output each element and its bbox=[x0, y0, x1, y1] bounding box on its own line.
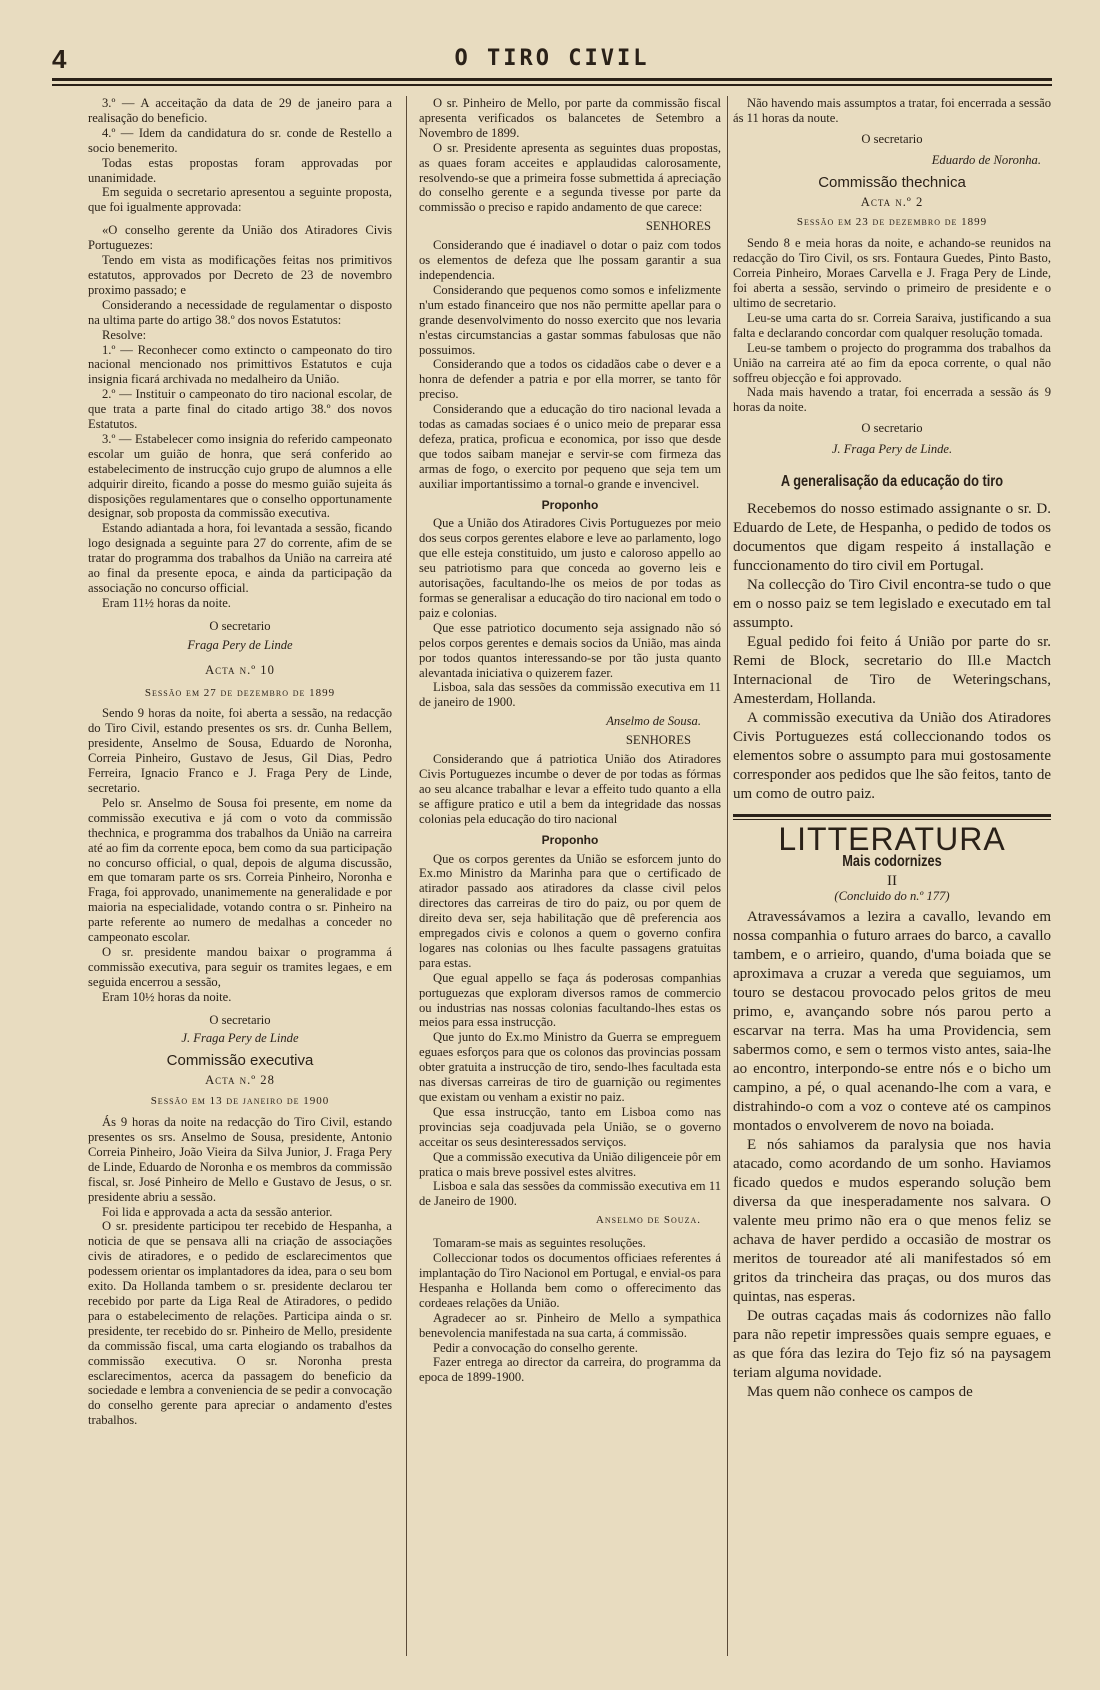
paragraph: O sr. Pinheiro de Mello, por parte da commissão fiscal apresenta verificados os balancetes de Setembro a Novembro de 1899. bbox=[419, 96, 721, 140]
newspaper-title: O TIRO CIVIL bbox=[454, 46, 650, 71]
column-3 bbox=[733, 96, 1051, 1402]
signature-name: Anselmo de Sousa. bbox=[606, 714, 701, 729]
acta-heading: Acta n.º 2 bbox=[860, 194, 924, 209]
paragraph: E nós sahiamos da paralysia que nos havia atacado, como acordando de um sonho. Haviamos ficado quedos e mudos esperando solução bem diversa da que inesperadamente nos salvara. O valente meu primo não era o que menos feliz se achava de haver perdido a occasião de mostrar os meritos de toureador até ali manifestados só em gritos da trincheira das praças, ou dos muros das quintas, nas esperas. bbox=[733, 1136, 1051, 1305]
paragraph: Que egual appello se faça ás poderosas companhias portuguezas que exploram diversos ramos de commercio ou industrias nas nossas colonias facultando-lhes estas os meios para essa instrucção. bbox=[419, 970, 721, 1030]
paragraph: Eram 10½ horas da noite. bbox=[102, 989, 232, 1004]
paragraph: Leu-se tambem o projecto do programma dos trabalhos da União na carreira até ao fim da epoca corrente, o qual não soffreu objecção e foi approvado. bbox=[733, 340, 1051, 385]
paragraph: Tendo em vista as modificações feitas nos primitivos estatutos, approvados por Decreto de 23 de novembro proximo passado; e bbox=[88, 253, 392, 297]
acta-heading: Acta n.º 10 bbox=[205, 662, 275, 677]
paragraph: Fazer entrega ao director da carreira, do programma da epoca de 1899-1900. bbox=[419, 1355, 721, 1385]
paragraph: Egual pedido foi feito á União por parte do sr. Remi de Block, secretario do Ill.e Mactch Internacional de Tiro de Weteringschans, Amesterdam, Hollanda. bbox=[733, 633, 1051, 707]
paragraph: Que a União dos Atiradores Civis Portuguezes por meio dos seus corpos gerentes elabore e leve ao parlamento, logo que elle esteja constituido, um justo e caloroso appello ao seu patriotismo para que conceda ao governo leis e autorisações, facultando-lhe os meios de por todas as formas se generalisar a educação do tiro nacional em todo o paiz e colonias. bbox=[419, 516, 721, 620]
column-1 bbox=[88, 96, 392, 1428]
signature-title: O secretario bbox=[209, 1012, 271, 1027]
paragraph: Que os corpos gerentes da União se esforcem junto do Ex.mo Ministro da Marinha para que o certificado de atirador passado aos atiradores da classe civil pelos directores das carreiras de tiro do paiz, ou por quem de direito deva ser, seja habilitação que dê preferencia aos empregados civis e colonos a quem o governo confira logares nas colonias ou lhes faculte passagens gratuitas para estas. bbox=[419, 851, 721, 970]
paragraph: 2.º — Instituir o campeonato do tiro nacional escolar, de que trata a parte final do citado artigo 38.º dos novos Estatutos. bbox=[88, 387, 392, 432]
paragraph: Todas estas propostas foram approvadas por unanimidade. bbox=[88, 155, 392, 185]
paragraph: Que junto do Ex.mo Ministro da Guerra se empreguem eguaes esforços para que os colonos das provincias possam obter gratuita a instrucção de tiro, sendo-lhes facultada esta nas diversas carreiras de tiro de guarnição ou regimentes que existam ou venham a existir no paiz. bbox=[419, 1030, 721, 1104]
paragraph: Sendo 8 e meia horas da noite, e achando-se reunidos na redacção do Tiro Civil, os srs. Fontaura Guedes, Pinto Basto, Correia Pinheiro, Moraes Carvella e J. Fraga Pery de Linde, foi aberta a sessão, servindo o primeiro de presidente e o ultimo de secretario. bbox=[733, 236, 1051, 310]
signature-name: Fraga Pery de Linde bbox=[187, 637, 293, 652]
paragraph: Nada mais havendo a tratar, foi encerrada a sessão ás 9 horas da noite. bbox=[733, 385, 1051, 415]
paragraph: Na collecção do Tiro Civil encontra-se tudo o que em o nosso paiz se tem legislado e executado em tal assumpto. bbox=[733, 576, 1051, 631]
paragraph: O sr. presidente participou ter recebido de Hespanha, a noticia de que se pensava alli na criação de associações civis de atiradores, e o pedido de esclarecimentos que podessem orientar os implantadores da idea, para o seu bom exito. Da Hollanda tambem o sr. presidente declarou ter recebido por parte da Liga Real de Atiradores, o pedido para o estabelecimento de relações. Participa ainda o sr. presidente, ter recebido do sr. Pinheiro de Mello, presidente da commissão fiscal, uma carta elogiando os trabalhos da commissão executiva. O sr. Noronha presta esclarecimentos, acerca da passagem do beneficio da sociedade e lembra a conveniencia de se pedir a convocação do conselho gerente para apreciar o andamento d'estes trabalhos. bbox=[88, 1219, 392, 1428]
paragraph: Foi lida e approvada a acta da sessão anterior. bbox=[102, 1204, 333, 1219]
section-title: LITTERATURA bbox=[778, 820, 1006, 857]
proposal-heading: Proponho bbox=[541, 832, 599, 847]
paragraph: Estando adiantada a hora, foi levantada a sessão, ficando logo designada a seguinte para 27 do corrente, afim de se tratar do programma dos trabalhos da União na carreira até ao final da presente epoca, e ainda da participação da associação no concurso official. bbox=[88, 521, 392, 595]
column-divider bbox=[406, 96, 407, 1656]
paragraph: A commissão executiva da União dos Atiradores Civis Portuguezes está colleccionando todos os elementos sobre o assumpto para mui gostosamente corresponder aos pedidos que lhe são feitos, tanto de um como de outro paiz. bbox=[733, 709, 1051, 802]
paragraph: Pedir a convocação do conselho gerente. bbox=[433, 1340, 638, 1355]
signature-name: Eduardo de Noronha. bbox=[931, 152, 1041, 167]
paragraph: Que essa instrucção, tanto em Lisboa como nas provincias seja coadjuvada pela União, se o governo acceitar os seus desinteressados serviços. bbox=[419, 1104, 721, 1149]
paragraph: Em seguida o secretario apresentou a seguinte proposta, que foi igualmente approvada: bbox=[88, 185, 392, 215]
paragraph: De outras caçadas mais ás codornizes não fallo para não repetir impressões quais sempre eguaes, e as que fóra das lezira do Tejo fiz só na paysagem teriam alguma novidade. bbox=[733, 1307, 1051, 1381]
signature-name: J. Fraga Pery de Linde bbox=[181, 1031, 299, 1046]
paragraph: Agradecer ao sr. Pinheiro de Mello a sympathica benevolencia manifestada na sua carta, á commissão. bbox=[419, 1310, 721, 1340]
page-header bbox=[52, 40, 1052, 80]
session-heading: Sessão em 13 de janeiro de 1900 bbox=[150, 1095, 330, 1108]
paragraph: Eram 11½ horas da noite. bbox=[102, 595, 231, 610]
paragraph: Considerando que é inadiavel o dotar o paiz com todos os elementos de defeza que lhe possam garantir a sua independencia. bbox=[419, 238, 721, 282]
paragraph: Considerando a necessidade de regulamentar o disposto na ultima parte do artigo 38.º dos novos Estatutos: bbox=[88, 297, 392, 327]
paragraph: Mas quem não conhece os campos de bbox=[747, 1383, 973, 1400]
paragraph: Atravessávamos a lezira a cavallo, levando em nossa companhia o futuro arraes do barco, a cavallo tambem, e o arrieiro, quando, d'uma boiada que se aproximava a cruzar a vereda que seguiamos, um touro se destacou provocado pelos gritos de meu primo, e, avançando sobre nós parou perto a escarvar na terra. Mas ha uma Providencia, sem sabermos como, e sem o termos visto antes, saia-lhe ao encontro, interpondo-se entre nós e o bicho um campino, a pé, o qual acenando-lhe com a vara, e distrahindo-o com a voz o conteve até os campinos montados o envolverem de novo na boiada. bbox=[733, 908, 1051, 1134]
paragraph: 3.º — A acceitação da data de 29 de janeiro para a realisação do beneficio. bbox=[88, 96, 392, 125]
paragraph: Colleccionar todos os documentos officiaes referentes á implantação do Tiro Nacionol em Portugal, e envial-os para Hespanha e Hollanda bem como o offerecimento das cordeaes relações da União. bbox=[419, 1251, 721, 1310]
signature-name: Anselmo de Souza. bbox=[595, 1214, 701, 1227]
section-heading: Commissão executiva bbox=[166, 1052, 314, 1070]
proposal-heading: Proponho bbox=[541, 497, 599, 512]
session-heading: Sessão em 27 de dezembro de 1899 bbox=[144, 686, 336, 699]
paragraph: Não havendo mais assumptos a tratar, foi encerrada a sessão ás 11 horas da noute. bbox=[733, 96, 1051, 125]
paragraph: Que a commissão executiva da União diligenceie pôr em pratica o mais breve possivel estes alvitres. bbox=[419, 1149, 721, 1179]
paragraph: Que esse patriotico documento seja assignado não só pelos corpos gerentes e demais socios da União, mas ainda por todos quantos interessando-se por tão justa quanto alevantada iniciativa o quizerem fazer. bbox=[419, 620, 721, 680]
paragraph: Recebemos do nosso estimado assignante o sr. D. Eduardo de Lete, de Hespanha, o pedido de todos os documentos que digam respeito á installação e funccionamento do tiro civil em Portugal. bbox=[733, 500, 1051, 574]
chapter-number: II bbox=[887, 872, 897, 889]
paragraph: 4.º — Idem da candidatura do sr. conde de Restello a socio benemerito. bbox=[88, 125, 392, 155]
section-rule-thin bbox=[733, 819, 1051, 820]
session-heading: Sessão em 23 de dezembro de 1899 bbox=[796, 216, 988, 229]
paragraph: Considerando que á patriotica União dos Atiradores Civis Portuguezes incumbe o dever de por todas as fórmas ao seu alcance trabalhar e levar a effeito tudo quanto a ella se affigure pratico e util a bem da integridade das nossas colonias pela educação do tiro nacional bbox=[419, 752, 721, 826]
story-title: Mais codornizes bbox=[842, 852, 942, 870]
paragraph: Lisboa e sala das sessões da commissão executiva em 11 de Janeiro de 1900. bbox=[419, 1179, 721, 1209]
paragraph: 1.º — Reconhecer como extincto o campeonato do tiro nacional mencionado nos primittivos Estatutos e cuja insignia ficará archivada no medalheiro da União. bbox=[88, 342, 392, 387]
paragraph: O sr. Presidente apresenta as seguintes duas propostas, as quaes foram acceites e applaudidas calorosamente, resolvendo-se que a primeira fosse submettida á apreciação do conselho gerente e a segunda tivesse por parte da commissão o preciso e rapido andamento de que carece: bbox=[419, 140, 721, 215]
paragraph: Resolve: bbox=[102, 327, 147, 342]
signature-title: O secretario bbox=[209, 618, 271, 633]
signature-name: J. Fraga Pery de Linde. bbox=[831, 442, 953, 457]
page-number: 4 bbox=[52, 44, 67, 74]
paragraph: Ás 9 horas da noite na redacção do Tiro Civil, estando presentes os srs. Anselmo de Sousa, presidente, Antonio Correia Pinheiro, João Vieira da Silva Junior, J. Fraga Pery de Linde, Eduardo de Noronha e os membros da commissão fiscal, sr. José Pinheiro de Mello e Gustavo de Jesus, o sr. presidente abriu a sessão. bbox=[88, 1115, 392, 1204]
section-rule bbox=[733, 814, 1051, 817]
paragraph: Considerando que a todos os cidadãos cabe o dever e a honra de defender a patria e por ella morrer, se tanto fôr preciso. bbox=[419, 357, 721, 402]
paragraph: Pelo sr. Anselmo de Sousa foi presente, em nome da commissão executiva e já com o voto da commissão thechnica, e programma dos trabalhos da União na carreira até ao fim da corrente epoca, bem como da sua participação no concurso official, o qual, depois de alguma discussão, em que tomaram parte os srs. Correia Pinheiro, Noronha e Fraga, foi approvado, unanimemente na generalidade e por maioria na especialidade, votando contra o sr. Pinheiro na parte referente ao numero de medalhas a conceder no campeonato escolar. bbox=[88, 795, 392, 945]
column-divider bbox=[727, 96, 728, 1656]
paragraph: Lisboa, sala das sessões da commissão executiva em 11 de janeiro de 1900. bbox=[419, 680, 721, 710]
paragraph: Sendo 9 horas da noite, foi aberta a sessão, na redacção do Tiro Civil, estando presentes os srs. dr. Cunha Bellem, presidente, Anselmo de Sousa, Eduardo de Noronha, Correia Pinheiro, Gustavo de Jesus, Gil Dias, Pedro Ferreira, Ignacio Franco e J. Fraga Pery de Linde, secretario. bbox=[88, 706, 392, 795]
salutation: SENHORES bbox=[645, 219, 711, 234]
acta-heading: Acta n.º 28 bbox=[205, 1073, 275, 1088]
header-rule bbox=[52, 78, 1052, 81]
salutation: SENHORES bbox=[625, 733, 691, 748]
paragraph: Considerando que a educação do tiro nacional levada a todas as camadas sociaes é o unico meio de preparar essa defeza, pratica, proficua e economica, por isso que desde que todos saibam manejar e servir-se com firmeza das armas de fogo, o exercito por pequeno que seja tem um auxiliar importantissimo a tornal-o grande e invencivel. bbox=[419, 402, 721, 491]
continuation-note: (Concluido do n.º 177) bbox=[834, 888, 950, 903]
column-2 bbox=[419, 96, 721, 1385]
section-heading: Commissão thechnica bbox=[818, 173, 966, 191]
article-heading: A generalisação da educação do tiro bbox=[780, 473, 1004, 491]
paragraph: O sr. presidente mandou baixar o programma á commissão executiva, para seguir os tramites legaes, e em seguida encerrou a sessão, bbox=[88, 944, 392, 989]
signature-title: O secretario bbox=[861, 131, 923, 146]
paragraph: Tomaram-se mais as seguintes resoluções. bbox=[433, 1236, 646, 1251]
paragraph: «O conselho gerente da União dos Atiradores Civis Portuguezes: bbox=[88, 223, 392, 253]
paragraph: Leu-se uma carta do sr. Correia Saraiva, justificando a sua falta e declarando concordar com qualquer resolução tomada. bbox=[733, 310, 1051, 340]
paragraph: Considerando que pequenos como somos e infelizmente n'um estado financeiro que nos não permitte apellar para o grande desenvolvimento do nosso exercito que nos levaria n'estas circumstancias a gastar sommas fabulosas que não possuimos. bbox=[419, 282, 721, 357]
paragraph: 3.º — Estabelecer como insignia do referido campeonato escolar um guião de honra, que será conferido ao estabelecimento de instrucção cujo grupo de alumnos a elle adquirir direito, ficando a posse do mesmo guião sujeita ás disposições regulamentares que o conselho opportunamente designar, sob proposta da commissão executiva. bbox=[88, 431, 392, 521]
header-rule-thin bbox=[52, 84, 1052, 86]
signature-title: O secretario bbox=[861, 421, 923, 436]
